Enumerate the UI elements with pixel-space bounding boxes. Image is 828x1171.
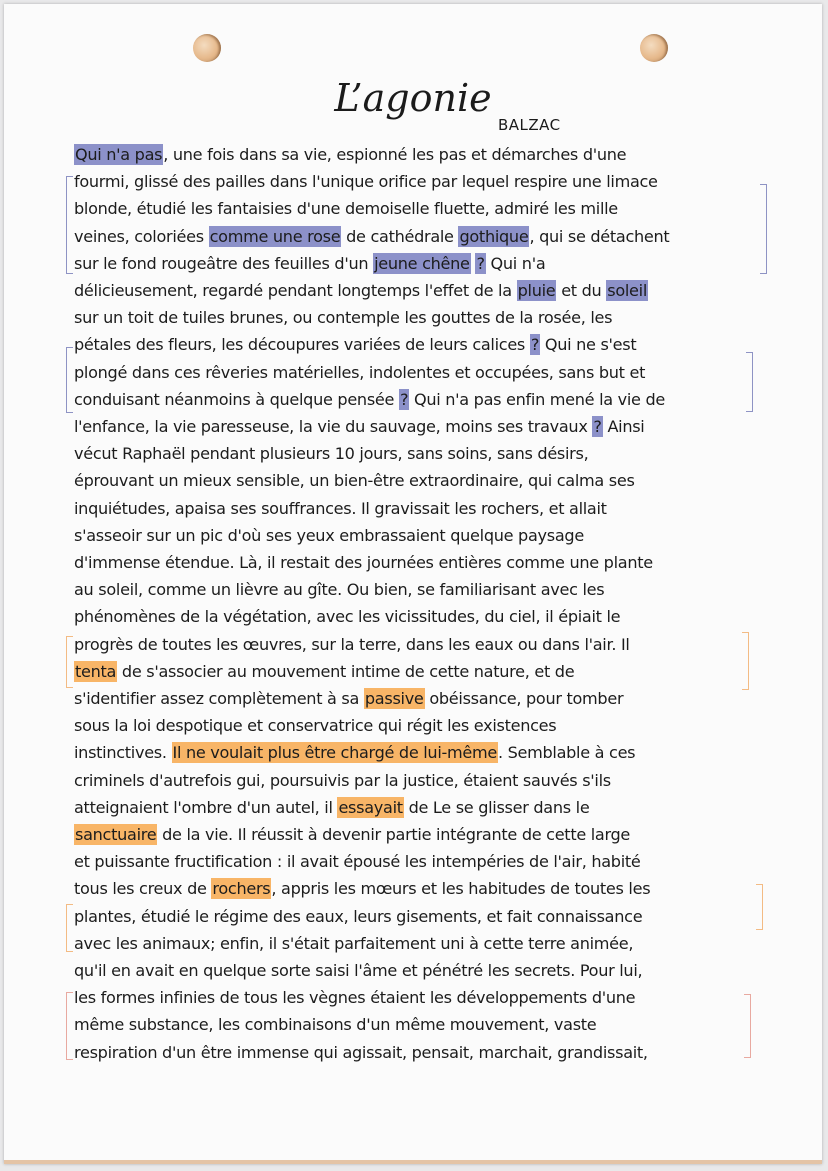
text-segment: instinctives. (74, 743, 172, 763)
text-segment: , une fois dans sa vie, espionné les pas et démarches d'une (163, 145, 627, 164)
text-segment: phénomènes de la végétation, avec les vicissitudes, du ciel, il épiait le (74, 607, 621, 627)
margin-bracket-right (744, 994, 751, 1058)
text-line (74, 523, 584, 549)
text-segment: Qui n'a (485, 253, 546, 273)
highlight-blue: pluie (517, 281, 556, 300)
highlight-blue: ? (530, 335, 540, 355)
text-segment: de s'associer au mouvement intime de cette nature, et de (117, 661, 575, 681)
margin-bracket-left (66, 636, 73, 688)
text-line (74, 278, 648, 304)
text-line (74, 904, 642, 930)
text-line (74, 387, 665, 413)
text-segment: blonde, étudié les fantaisies d'une demoiselle fluette, admiré les mille (74, 199, 618, 219)
margin-bracket-right (756, 884, 763, 930)
text-line (74, 1012, 596, 1038)
text-segment: obéissance, pour tomber (424, 689, 624, 708)
text-line (74, 604, 620, 630)
text-segment: de la vie. Il réussit à devenir partie intégrante de cette large (157, 825, 631, 844)
text-line (74, 876, 650, 902)
text-segment: Ainsi (602, 417, 645, 436)
text-segment: conduisant néanmoins à quelque pensée (74, 389, 399, 409)
text-segment: avec les animaux; enfin, il s'était parfaitement uni à cette terre animée, (74, 933, 634, 953)
text-line (74, 169, 658, 195)
text-line (74, 632, 630, 658)
text-line (74, 251, 545, 277)
text-line (74, 496, 607, 522)
text-line (74, 686, 623, 712)
text-segment: atteignaient l'ombre d'un autel, il (74, 797, 338, 817)
text-segment: plongé dans ces rêveries matérielles, indolentes et occupées, sans but et (74, 362, 646, 382)
margin-bracket-left (66, 904, 73, 952)
document-page (4, 4, 822, 1164)
text-segment: vécut Raphaël pendant plusieurs 10 jours, sans soins, sans désirs, (74, 444, 589, 464)
text-line (74, 958, 642, 984)
text-line (74, 659, 574, 685)
highlight-blue: ? (476, 253, 485, 273)
margin-bracket-right (746, 352, 753, 412)
text-segment: tous les creux de (74, 879, 212, 899)
text-segment: s'asseoir sur un pic d'où ses yeux embrassaient quelque paysage (74, 525, 584, 545)
text-segment: de Le se glisser dans le (403, 797, 590, 817)
text-segment: qu'il en avait en quelque sorte saisi l'âme et pénétré les secrets. Pour lui, (74, 961, 643, 980)
text-segment: Qui ne s'est (540, 335, 637, 355)
text-segment: même substance, les combinaisons d'un même mouvement, vaste (74, 1015, 597, 1035)
text-segment: fourmi, glissé des pailles dans l'unique orifice par lequel respire une limace (74, 172, 658, 192)
text-line (74, 332, 636, 358)
text-segment: , appris les mœurs et les habitudes de toutes les (271, 879, 651, 899)
margin-bracket-left (66, 176, 73, 274)
text-segment: les formes infinies de tous les vègnes étaient les développements d'une (74, 988, 636, 1008)
highlight-blue: ? (399, 389, 409, 409)
highlight-blue: jeune chêne (374, 253, 470, 273)
document-title: L’agonie (334, 76, 492, 120)
document-body (4, 4, 822, 1164)
text-line (74, 441, 588, 467)
highlight-blue: soleil (607, 281, 647, 300)
text-line (74, 414, 644, 440)
margin-bracket-left (66, 347, 73, 413)
text-line (74, 360, 645, 386)
highlight-orange: tenta (75, 661, 117, 681)
text-line (74, 577, 604, 603)
text-segment: éprouvant un mieux sensible, un bien-être extraordinaire, qui calma ses (74, 471, 635, 491)
text-segment: progrès de toutes les œuvres, sur la terre, dans les eaux ou dans l'air. Il (74, 634, 630, 654)
text-line (74, 713, 556, 739)
text-line (74, 740, 635, 766)
text-segment: d'immense étendue. Là, il restait des journées entières comme une plante (74, 553, 653, 572)
text-segment: . Semblable à ces (497, 743, 636, 763)
text-segment: et du (556, 281, 607, 300)
text-line (74, 795, 589, 821)
text-segment: pétales des fleurs, les découpures variées de leurs calices (74, 335, 530, 355)
text-line (74, 142, 626, 168)
highlight-blue: Qui n'a pas (75, 145, 163, 164)
margin-bracket-right (760, 184, 767, 274)
margin-bracket-right (742, 632, 749, 690)
text-segment: l'enfance, la vie paresseuse, la vie du sauvage, moins ses travaux (74, 417, 593, 436)
highlight-blue: gothique (459, 226, 529, 246)
text-segment: criminels d'autrefois gui, poursuivis par la justice, étaient sauvés s'ils (74, 770, 611, 790)
text-segment: délicieusement, regardé pendant longtemps l'effet de la (74, 281, 517, 300)
text-segment: veines, coloriées (74, 226, 209, 246)
text-segment: plantes, étudié le régime des eaux, leurs gisements, et fait connaissance (74, 906, 643, 926)
highlight-orange: essayait (338, 797, 403, 817)
text-segment: Qui n'a pas enfin mené la vie de (409, 389, 665, 409)
text-segment: au soleil, comme un lièvre au gîte. Ou bien, se familiarisant avec les (74, 580, 605, 600)
highlight-orange: Il ne voulait plus être chargé de lui-même (172, 743, 497, 763)
text-segment: sous la loi despotique et conservatrice qui régit les existences (74, 716, 557, 736)
page-bottom-edge (4, 1160, 822, 1164)
text-line (74, 468, 635, 494)
highlight-orange: rochers (212, 879, 271, 899)
text-segment: , qui se détachent (529, 226, 670, 246)
text-segment: inquiétudes, apaisa ses souffrances. Il gravissait les rochers, et allait (74, 498, 607, 518)
text-segment: et puissante fructification : il avait épousé les intempéries de l'air, habité (74, 852, 641, 872)
text-line (74, 931, 633, 957)
text-line (74, 849, 641, 875)
text-segment: respiration d'un être immense qui agissait, pensait, marchait, grandissait, (74, 1042, 648, 1062)
highlight-blue: ? (593, 417, 602, 436)
text-segment: s'identifier assez complètement à sa (74, 689, 364, 708)
text-line (74, 985, 635, 1011)
document-author: BALZAC (498, 116, 561, 134)
text-line (74, 305, 612, 331)
text-segment: sur le fond rougeâtre des feuilles d'un (74, 253, 374, 273)
highlight-orange: passive (364, 689, 424, 708)
text-line (74, 224, 669, 250)
highlight-blue: comme une rose (209, 226, 341, 246)
text-line (74, 196, 618, 222)
text-line (74, 768, 611, 794)
highlight-orange: sanctuaire (75, 825, 157, 844)
text-line (74, 822, 630, 848)
text-line (74, 1040, 648, 1066)
margin-bracket-left (66, 992, 73, 1060)
text-line (74, 550, 653, 576)
text-segment: de cathédrale (341, 226, 459, 246)
text-segment: sur un toit de tuiles brunes, ou contemple les gouttes de la rosée, les (74, 308, 613, 328)
